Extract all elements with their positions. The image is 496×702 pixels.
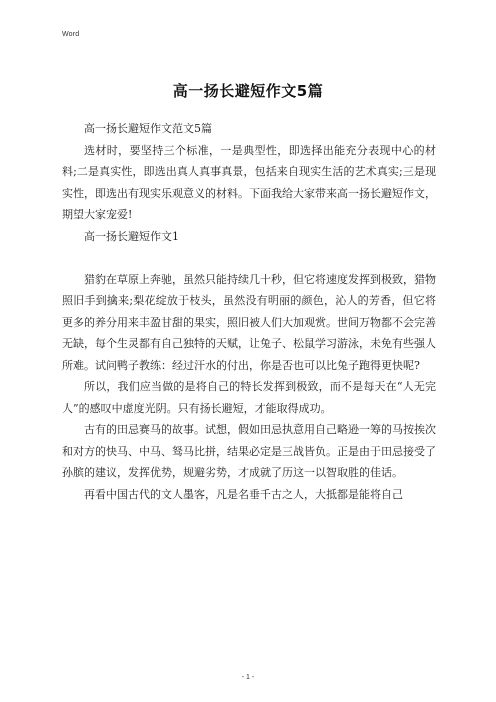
body-paragraph: 再看中国古代的文人墨客，凡是名垂千古之人，大抵都是能将自己 bbox=[84, 487, 403, 501]
blank-line bbox=[62, 247, 436, 269]
body-paragraph: 所以，我们应当做的是将自己的特长发挥到极致，而不是每天在“人无完人”的感叹中虚度光阴。只有扬长避短，才能取得成功。 bbox=[62, 380, 436, 415]
essay-heading: 高一扬长避短作文1 bbox=[84, 229, 179, 243]
body-paragraph: 古有的田忌赛马的故事。试想，假如田忌执意用自己略逊一筹的马按挨次和对方的快马、中马、驽马比拼，结果必定是三战皆负。正是由于田忌接受了孙膑的建议，发挥优势，规避劣势，才成就了历这一以智取胜的佳话。 bbox=[62, 423, 436, 479]
page-number: - 1 - bbox=[241, 674, 255, 681]
subtitle-paragraph: 高一扬长避短作文范文5篇 bbox=[84, 122, 212, 135]
intro-paragraph: 选材时，要坚持三个标准，一是典型性，即选择出能充分表现中心的材料;二是真实性，即选出真人真事真景，包括来自现实生活的艺术真实;三是现实性，即选出有现实乐观意义的材料。下面我给大家带来高一扬长避短作文，期望大家宠爱! bbox=[62, 143, 436, 221]
body-paragraph: 猎豹在草原上奔驰，虽然只能持续几十秒，但它将速度发挥到极致，猎物照旧手到擒来;梨花绽放于枝头，虽然没有明丽的颜色，沁人的芳香，但它将更多的养分用来丰盈甘甜的果实，照旧被人们大加观赏。世间万物都不会完善无缺，每个生灵都有自己独特的天赋，让兔子、松鼠学习游泳，未免有些强人所难。试问鸭子教练：经过汗水的付出，你是否也可以比兔子跑得更快呢? bbox=[62, 272, 436, 372]
header-app-label: Word bbox=[62, 31, 80, 38]
document-title: 高一扬长避短作文5篇 bbox=[172, 82, 324, 100]
document-body bbox=[62, 118, 436, 505]
